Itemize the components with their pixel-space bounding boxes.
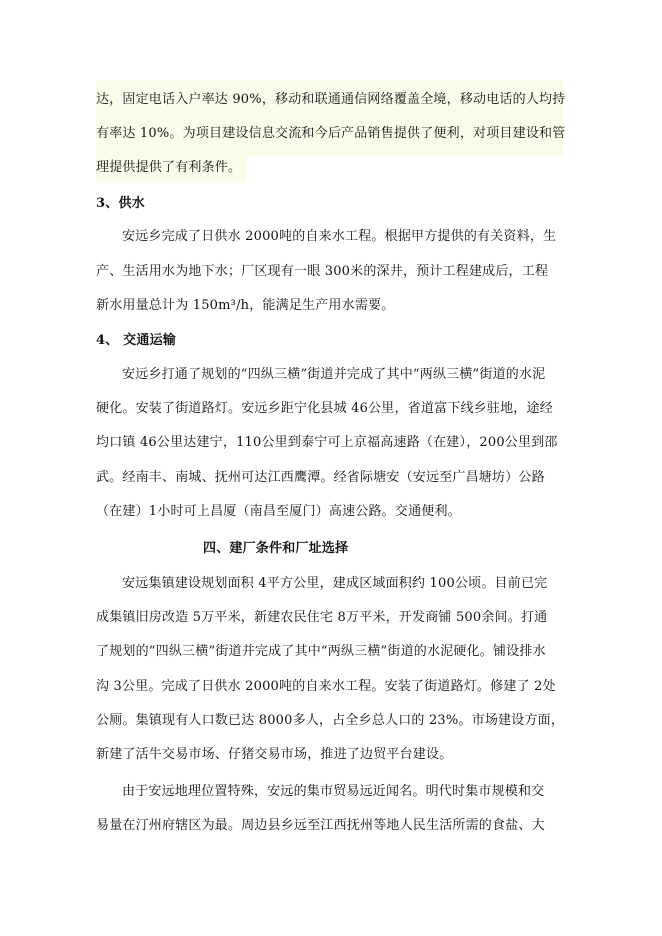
- text-line: 安远集镇建设规划面积 4平方公里，建成区域面积约 100公顷。目前已完: [122, 576, 548, 591]
- text-line: 沟 3公里。完成了日供水 2000吨的自来水工程。安装了街道路灯。修建了 2处: [96, 679, 556, 694]
- text-line: 成集镇旧房改造 5万平米，新建农民住宅 8万平米，开发商铺 500余间。打通: [96, 610, 548, 625]
- text-line: 安远乡打通了规划的“四纵三横”街道并完成了其中“两纵三横”街道的水泥: [122, 367, 546, 382]
- text-line: 由于安远地理位置特殊，安远的集市贸易远近闻名。明代时集市规模和交: [122, 784, 545, 799]
- section-heading: 3、供水: [96, 196, 145, 211]
- text-line: 新水用量总计为 150m³/h，能满足生产用水需要。: [96, 298, 395, 313]
- chapter-heading: 四、建厂条件和厂址选择: [203, 541, 349, 556]
- text-line: 武。经南丰、南城、抚州可达江西鹰潭。经省际塘安（安远至广昌塘坊）公路: [96, 470, 545, 485]
- text-line: 了规划的“四纵三横”街道并完成了其中“两纵三横”街道的水泥硬化。铺设排水: [96, 644, 546, 659]
- text-line: 产、生活用水为地下水；厂区现有一眼 300米的深井，预计工程建成后，工程: [96, 264, 549, 279]
- text-line: 有率达 10%。为项目建设信息交流和今后产品销售提供了便利，对项目建设和管: [96, 126, 566, 141]
- text-line: 易量在汀州府辖区为最。周边县乡远至江西抚州等地人民生活所需的食盐、大: [96, 818, 545, 833]
- text-line: 达，固定电话入户率达 90%，移动和联通通信网络覆盖全境，移动电话的人均持: [96, 92, 566, 107]
- text-line: 理提供提供了有利条件。: [96, 160, 242, 175]
- text-line: 新建了活牛交易市场、仔猪交易市场，推进了边贸平台建设。: [96, 747, 453, 762]
- text-line: 安远乡完成了日供水 2000吨的自来水工程。根据甲方提供的有关资料，生: [122, 229, 557, 244]
- text-line: 均口镇 46公里达建宁，110公里到泰宁可上京福高速路（在建），200公里到邵: [96, 435, 558, 450]
- highlight-gap: [247, 156, 563, 183]
- text-line: 公厕。集镇现有人口数已达 8000多人，占全乡总人口的 23%。市场建设方面，: [96, 713, 565, 728]
- text-line: 硬化。安装了街道路灯。安远乡距宁化县城 46公里，省道富下线乡驻地，途经: [96, 401, 553, 416]
- text-line: （在建）1小时可上昌厦（南昌至厦门）高速公路。交通便利。: [96, 504, 461, 519]
- section-heading: 4、 交通运输: [96, 333, 176, 348]
